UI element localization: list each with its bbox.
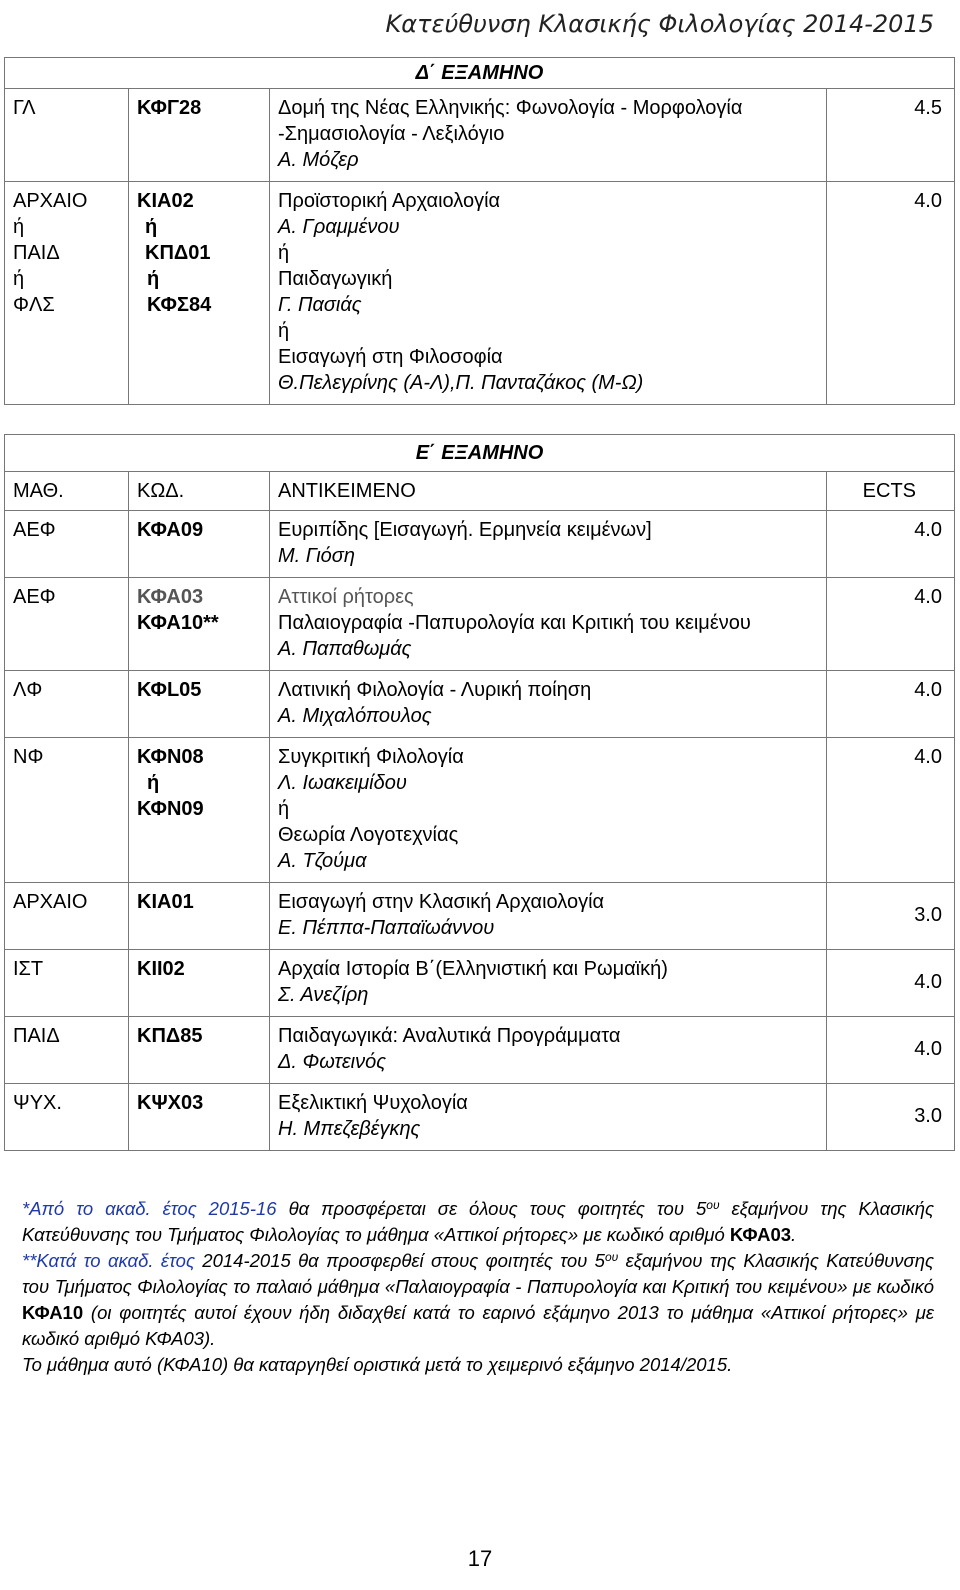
footnote-2-end: (οι φοιτητές αυτοί έχουν ήδη διδαχθεί κατά το εαρινό εξάμηνο 2013 το μάθημα «Αττικοί ρήτορες» με κωδικό αριθμό ΚΦΑ03).	[22, 1302, 934, 1349]
semester5-title: Ε΄ ΕΞΑΜΗΝΟ	[5, 435, 955, 472]
course-instructor: Α. Γραμμένου	[278, 216, 400, 238]
course-code-cell	[129, 182, 270, 405]
course-ects: 4.0	[827, 182, 955, 405]
course-ects: 3.0	[827, 883, 955, 950]
course-category: ΙΣΤ	[5, 950, 129, 1017]
course-title: Προϊστορική Αρχαιολογία	[278, 190, 501, 212]
course-ects: 3.0	[827, 1084, 955, 1151]
superscript: ου	[604, 1250, 619, 1264]
semester5-table	[4, 434, 955, 1151]
course-instructor: Ε. Πέππα-Παπαϊωάννου	[278, 917, 495, 939]
alt-or: ή	[278, 798, 290, 820]
course-title: Παλαιογραφία -Παπυρολογία και Κριτική του κειμένου	[278, 612, 751, 634]
course-code: ΚΦΑ09	[129, 511, 270, 578]
course-title: Ευριπίδης [Εισαγωγή. Ερμηνεία κειμένων]	[278, 519, 652, 541]
alt-or: ή	[147, 772, 160, 794]
footnote-2-lead: **Κατά το ακαδ. έτος	[22, 1250, 195, 1271]
course-title: Δομή της Νέας Ελληνικής: Φωνολογία - Μορφολογία	[278, 97, 743, 119]
course-category: ΓΛ	[5, 89, 129, 182]
course-code: ΚΦΝ09	[137, 798, 204, 820]
course-category: ΑΡΧΑΙΟ	[13, 190, 88, 212]
table-row	[5, 578, 955, 671]
course-title: Συγκριτική Φιλολογία	[278, 746, 464, 768]
course-title: Παιδαγωγικά: Αναλυτικά Προγράμματα	[278, 1025, 621, 1047]
course-instructor: Θ.Πελεγρίνης (Α-Λ),Π. Πανταζάκος (Μ-Ω)	[278, 372, 644, 394]
course-instructor: Δ. Φωτεινός	[278, 1051, 386, 1073]
course-title-cell	[270, 511, 827, 578]
course-category: ΨΥΧ.	[5, 1084, 129, 1151]
superscript: ου	[706, 1198, 720, 1212]
alt-or: ή	[145, 216, 158, 238]
alt-or: ή	[13, 216, 25, 238]
course-title: Εισαγωγή στην Κλασική Αρχαιολογία	[278, 891, 605, 913]
table-row	[5, 89, 955, 182]
course-code-cell	[129, 738, 270, 883]
footnote-1-lead: *Από το ακαδ. έτος 2015-16	[22, 1198, 277, 1219]
footnotes	[22, 1196, 934, 1378]
table-row	[5, 950, 955, 1017]
column-header-ects: ECTS	[827, 472, 955, 511]
course-instructor: Α. Τζούμα	[278, 850, 367, 872]
course-ects: 4.0	[827, 578, 955, 671]
course-code: ΚΦΑ10**	[137, 612, 219, 634]
alt-or: ή	[147, 268, 160, 290]
course-instructor: Α. Μιχαλόπουλος	[278, 705, 432, 727]
course-code: ΚΨΧ03	[129, 1084, 270, 1151]
course-ects: 4.0	[827, 1017, 955, 1084]
table-row	[5, 1084, 955, 1151]
table-header-row	[5, 472, 955, 511]
course-code: ΚΠΔ01	[145, 242, 211, 264]
table-row	[5, 883, 955, 950]
column-header-subject: ΑΝΤΙΚΕΙΜΕΝΟ	[270, 472, 827, 511]
course-ects: 4.0	[827, 511, 955, 578]
course-ects: 4.0	[827, 950, 955, 1017]
course-title: Εξελικτική Ψυχολογία	[278, 1092, 468, 1114]
column-header-code: ΚΩΔ.	[129, 472, 270, 511]
alt-or: ή	[278, 320, 290, 342]
semester4-table	[4, 57, 955, 405]
document-header: Κατεύθυνση Κλασικής Φιλολογίας 2014-2015	[385, 10, 934, 38]
alt-or: ή	[278, 242, 290, 264]
course-ects: 4.5	[827, 89, 955, 182]
course-instructor: Α. Παπαθωμάς	[278, 638, 412, 660]
footnote-2-text: 2014-2015 θα προσφερθεί στους φοιτητές του 5	[194, 1250, 605, 1271]
table-row	[5, 738, 955, 883]
course-title-cell	[270, 950, 827, 1017]
course-category: ΠΑΙΔ	[5, 1017, 129, 1084]
course-category: ΑΕΦ	[5, 511, 129, 578]
course-category: ΠΑΙΔ	[13, 242, 60, 264]
course-title: Αρχαία Ιστορία Β΄(Ελληνιστική και Ρωμαϊκή)	[278, 958, 668, 980]
footnote-2	[22, 1248, 934, 1352]
footnote-1	[22, 1196, 934, 1248]
course-code-cell	[129, 578, 270, 671]
course-title-cell	[270, 89, 827, 182]
course-instructor: Α. Μόζερ	[278, 149, 359, 171]
course-title: Παιδαγωγική	[278, 268, 393, 290]
course-title-cell	[270, 1084, 827, 1151]
course-title-cell	[270, 1017, 827, 1084]
course-code-ref: ΚΦΑ03	[729, 1224, 792, 1245]
footnote-1-text: θα προσφέρεται σε όλους τους φοιτητές του 5	[276, 1198, 707, 1219]
footnote-1-text-cont: εξαμήνου της Κλασικής Κατεύθυνσης του Τμήματος Φιλολογίας το μάθημα «Αττικοί ρήτορες» με κωδικό αριθμό	[22, 1198, 934, 1245]
course-code: ΚΠΔ85	[129, 1017, 270, 1084]
course-title: Θεωρία Λογοτεχνίας	[278, 824, 459, 846]
course-category: ΛΦ	[5, 671, 129, 738]
course-title-cell	[270, 182, 827, 405]
course-code: ΚΙΑ02	[137, 190, 194, 212]
footnote-1-end: .	[791, 1224, 797, 1245]
page-number: 17	[467, 1546, 493, 1571]
course-title-cont: -Σημασιολογία - Λεξιλόγιο	[278, 123, 505, 145]
course-instructor: Γ. Πασιάς	[278, 294, 362, 316]
course-instructor: Μ. Γιόση	[278, 545, 355, 567]
footnote-3: Το μάθημα αυτό (ΚΦΑ10) θα καταργηθεί οριστικά μετά το χειμερινό εξάμηνο 2014/2015.	[22, 1354, 733, 1375]
table-row	[5, 511, 955, 578]
course-code: ΚΦΑ03	[137, 586, 204, 608]
semester4-title: Δ΄ ΕΞΑΜΗΝΟ	[5, 58, 955, 89]
course-title: Αττικοί ρήτορες	[278, 586, 414, 608]
course-title-cell	[270, 738, 827, 883]
column-header-category: ΜΑΘ.	[5, 472, 129, 511]
course-code-ref: ΚΦΑ10	[22, 1302, 84, 1323]
course-code: ΚΦL05	[129, 671, 270, 738]
course-category-cell	[5, 182, 129, 405]
course-category: ΑΡΧΑΙΟ	[5, 883, 129, 950]
course-ects: 4.0	[827, 738, 955, 883]
course-code: ΚΙΙ02	[129, 950, 270, 1017]
course-title-cell	[270, 578, 827, 671]
course-title-cell	[270, 671, 827, 738]
course-category: ΝΦ	[5, 738, 129, 883]
course-instructor: Η. Μπεζεβέγκης	[278, 1118, 421, 1140]
course-instructor: Σ. Ανεζίρη	[278, 984, 369, 1006]
course-code: ΚΦΝ08	[137, 746, 204, 768]
table-row	[5, 671, 955, 738]
table-row	[5, 1017, 955, 1084]
course-ects: 4.0	[827, 671, 955, 738]
course-code: ΚΙΑ01	[129, 883, 270, 950]
course-code: ΚΦΓ28	[129, 89, 270, 182]
alt-or: ή	[13, 268, 25, 290]
course-category: ΦΛΣ	[13, 294, 55, 316]
course-title: Λατινική Φιλολογία - Λυρική ποίηση	[278, 679, 592, 701]
course-category: ΑΕΦ	[5, 578, 129, 671]
course-title: Εισαγωγή στη Φιλοσοφία	[278, 346, 503, 368]
footnote-2-text-cont: εξαμήνου της Κλασικής Κατεύθυνσης του Τμήματος Φιλολογίας το παλαιό μάθημα «Παλαιογραφία - Παπυρολογία και Κριτική του κειμένου» με κωδικό	[22, 1250, 934, 1297]
course-instructor: Λ. Ιωακειμίδου	[278, 772, 407, 794]
table-row	[5, 182, 955, 405]
course-title-cell	[270, 883, 827, 950]
course-code: ΚΦΣ84	[147, 294, 212, 316]
